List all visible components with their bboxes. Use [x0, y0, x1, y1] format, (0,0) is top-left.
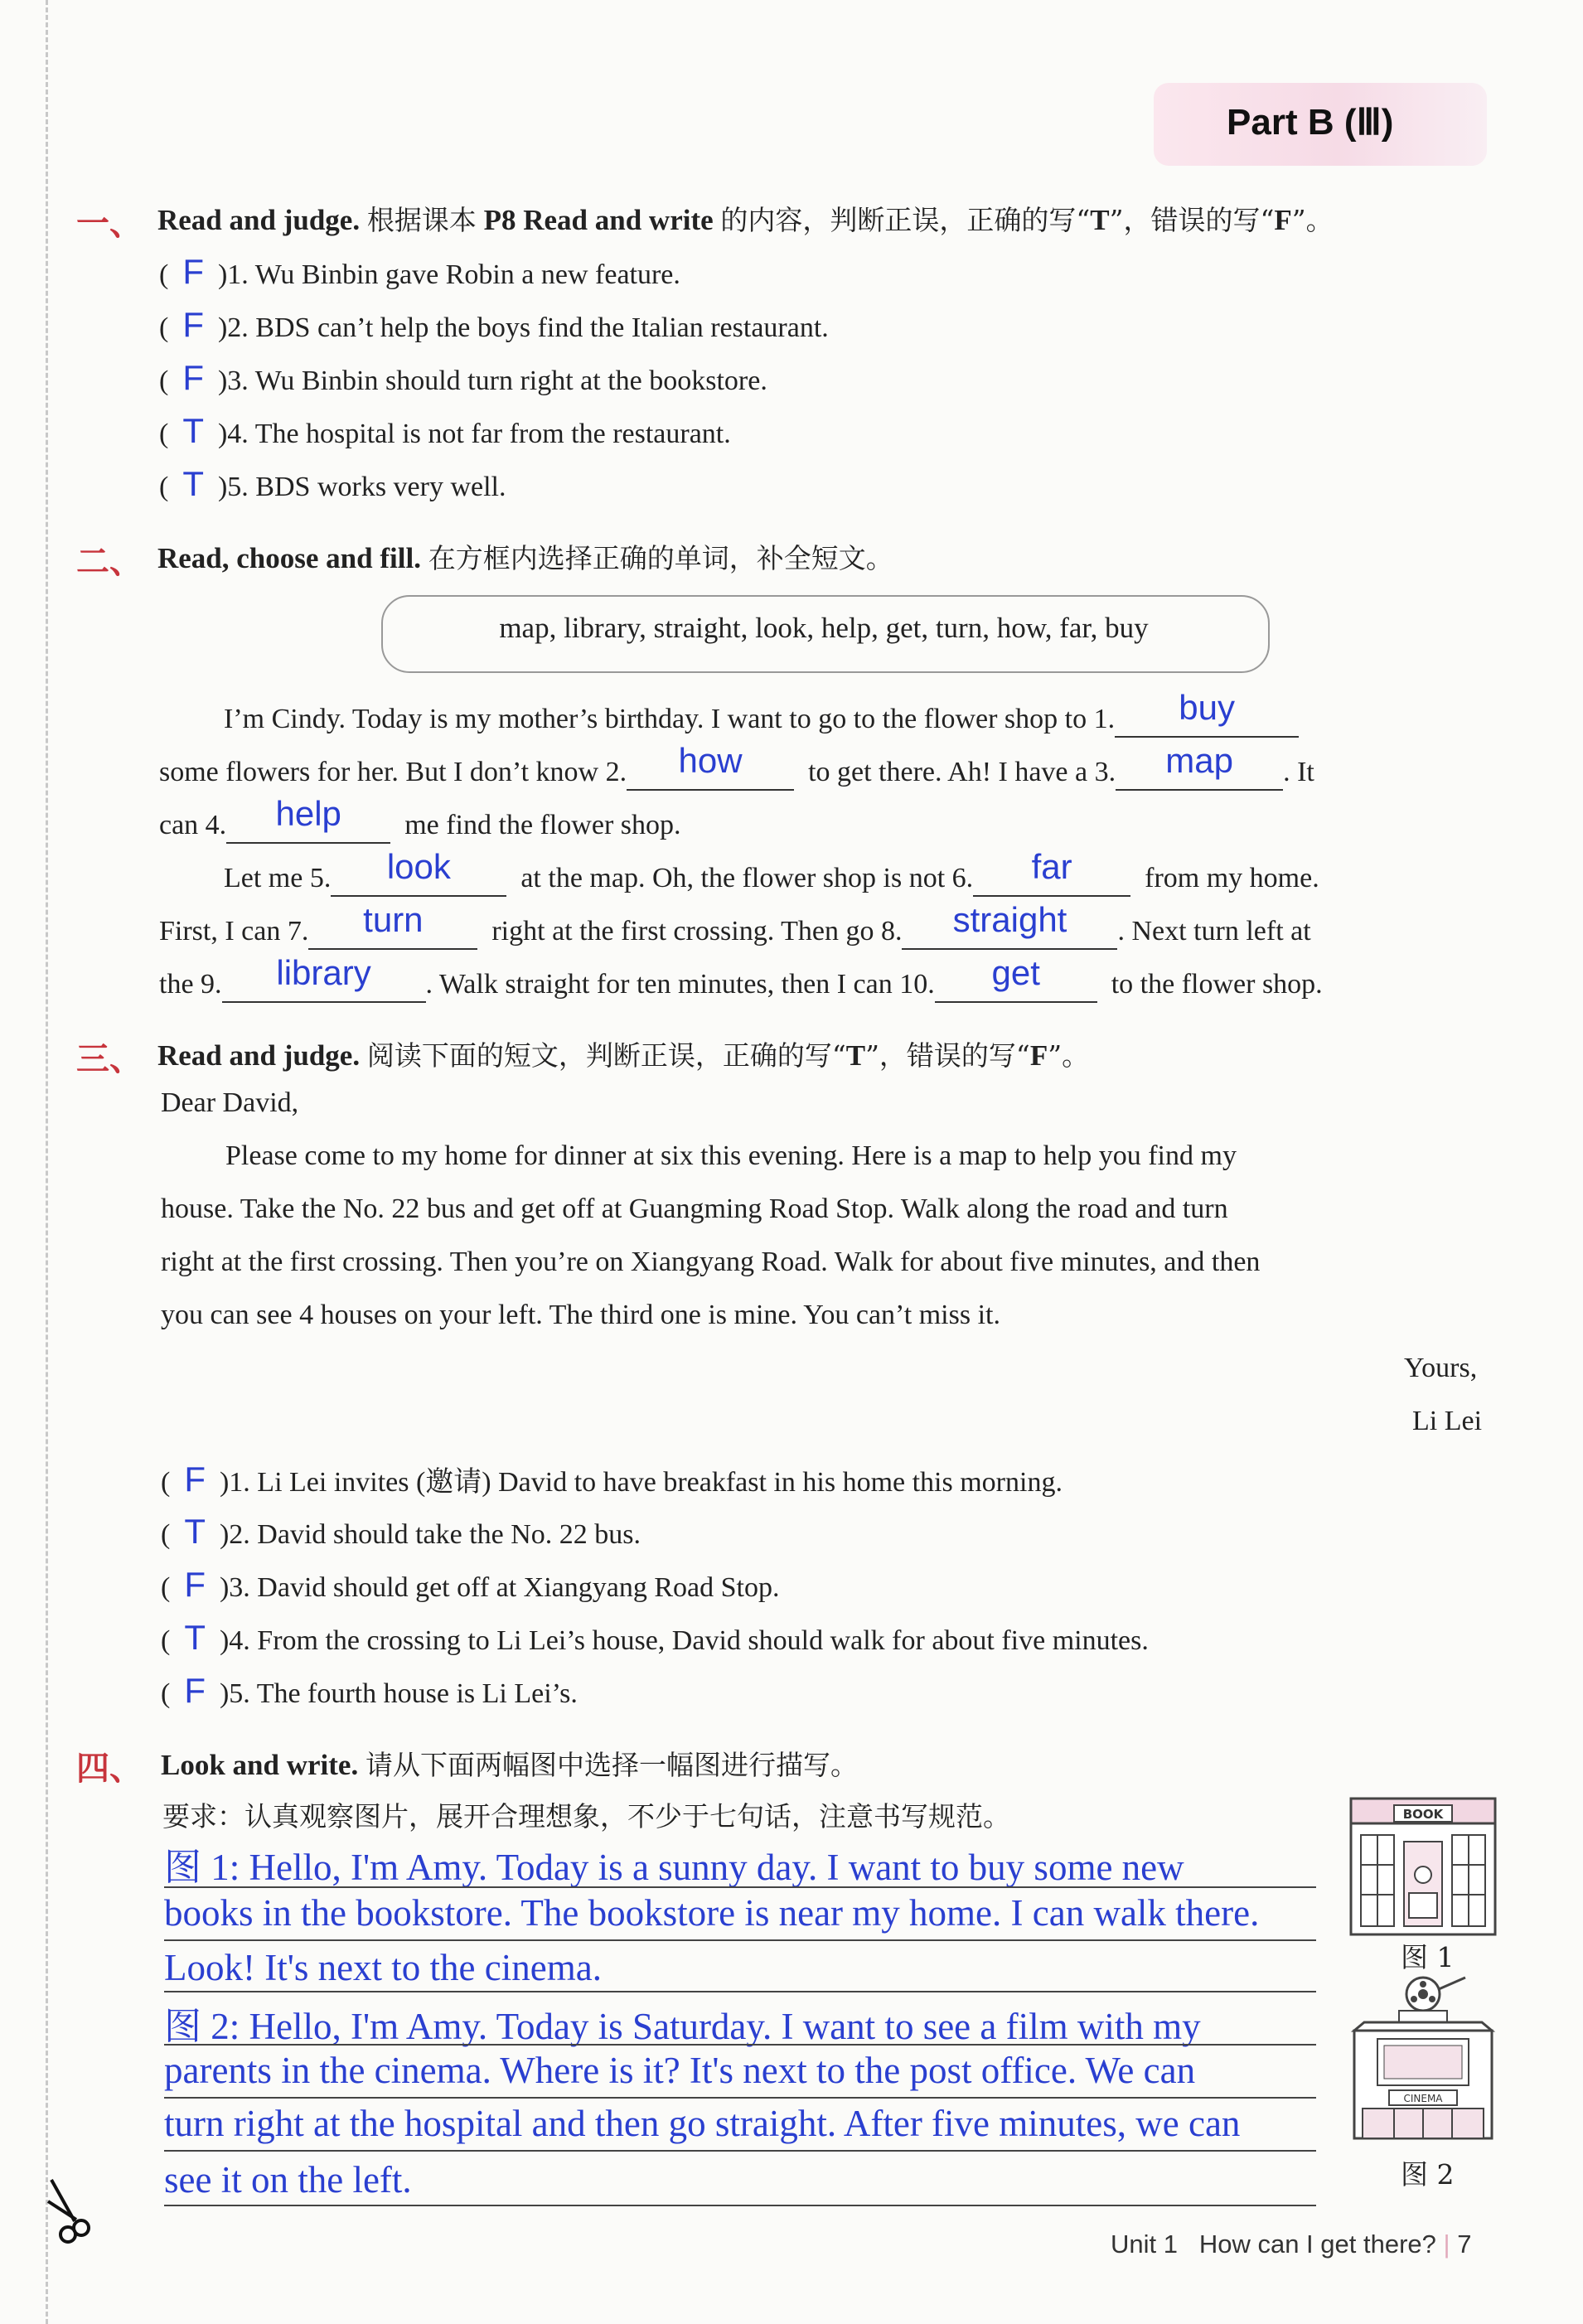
blank-3[interactable]: map [1116, 749, 1283, 791]
answer-mark: T [182, 411, 204, 450]
section-1-item-1: ( F )1. Wu Binbin gave Robin a new feature. [159, 252, 680, 291]
section-3-item-2: ( T )2. David should take the No. 22 bus. [161, 1512, 641, 1551]
section-1-item-2: ( F )2. BDS can’t help the boys find the Italian restaurant. [159, 305, 829, 344]
letter-line-4: you can see 4 houses on your left. The third one is mine. You can’t miss it. [161, 1300, 1000, 1330]
cut-line [46, 0, 48, 2324]
section-1-item-4: ( T )4. The hospital is not far from the restaurant. [159, 411, 731, 450]
writing-line-4: 图 2: Hello, I'm Amy. Today is Saturday. I want to see a film with my [164, 2006, 1201, 2047]
cinema-picture [1348, 1973, 1498, 2143]
answer-mark: F [184, 1565, 206, 1604]
writing-rule [164, 1991, 1316, 1992]
picture-1-label: 图 1 [1401, 1941, 1455, 1973]
bookstore-picture [1348, 1795, 1498, 1938]
scissors-icon [43, 2178, 101, 2244]
passage-line-6: the 9. library . Walk straight for ten minutes, then I can 10. get to the flower shop. [159, 961, 1323, 1003]
writing-rule [164, 2044, 1316, 2046]
answer-mark: T [184, 1512, 206, 1551]
letter-closing: Yours, [1404, 1353, 1478, 1383]
section-1-number: 一、 [76, 205, 143, 243]
letter-line-2: house. Take the No. 22 bus and get off at Guangming Road Stop. Walk along the road and turn [161, 1193, 1228, 1224]
blank-1[interactable]: buy [1115, 696, 1299, 738]
blank-6[interactable]: far [973, 855, 1130, 897]
answer-mark: T [184, 1618, 206, 1657]
passage-line-3: can 4. help me find the flower shop. [159, 802, 681, 844]
part-title: Part B (Ⅲ) [1227, 102, 1394, 143]
page-footer [1111, 2230, 1471, 2259]
writing-line-6: turn right at the hospital and then go straight. After five minutes, we can [164, 2103, 1241, 2144]
bookstore-sign: BOOK [1402, 1807, 1444, 1822]
blank-7[interactable]: turn [308, 908, 477, 950]
writing-rule [164, 1939, 1316, 1941]
section-3-number: 三、 [76, 1040, 143, 1078]
answer-mark: T [182, 464, 204, 503]
passage-line-1: I’m Cindy. Today is my mother’s birthday. I want to go to the flower shop to 1. buy [224, 696, 1299, 738]
writing-rule [164, 1886, 1316, 1888]
writing-line-5: parents in the cinema. Where is it? It's next to the post office. We can [164, 2050, 1196, 2091]
writing-line-1: 图 1: Hello, I'm Amy. Today is a sunny day. I want to buy some new [164, 1847, 1184, 1888]
letter-greeting: Dear David, [161, 1087, 299, 1118]
section-4-number: 四、 [76, 1750, 143, 1788]
writing-line-7: see it on the left. [164, 2159, 412, 2201]
writing-rule [164, 2097, 1316, 2099]
passage-line-5: First, I can 7. turn right at the first crossing. Then go 8. straight . Next turn left at [159, 908, 1311, 950]
blank-4[interactable]: help [226, 802, 390, 844]
writing-rule [164, 2205, 1316, 2206]
footer-title: How can I get there? [1198, 2230, 1436, 2259]
writing-rule [164, 2150, 1316, 2152]
section-4-heading: Look and write. 请从下面两幅图中选择一幅图进行描写。 [161, 1749, 858, 1781]
passage-line-2: some flowers for her. But I don’t know 2. how to get there. Ah! I have a 3. map . It [159, 749, 1314, 791]
section-2-heading: Read, choose and fill. 在方框内选择正确的单词，补全短文。 [157, 542, 893, 574]
writing-line-2: books in the bookstore. The bookstore is near my home. I can walk there. [164, 1892, 1260, 1934]
blank-9[interactable]: library [222, 961, 426, 1003]
writing-requirement: 要求：认真观察图片，展开合理想象，不少于七句话，注意书写规范。 [162, 1800, 1010, 1833]
section-1-item-3: ( F )3. Wu Binbin should turn right at the bookstore. [159, 358, 767, 397]
footer-unit: Unit 1 [1111, 2230, 1178, 2259]
blank-8[interactable]: straight [902, 908, 1117, 950]
picture-2-label: 图 2 [1401, 2158, 1455, 2191]
footer-divider: | [1443, 2230, 1450, 2259]
letter-signature: Li Lei [1412, 1406, 1483, 1436]
answer-mark: F [182, 358, 204, 397]
section-3-heading: Read and judge. 阅读下面的短文，判断正误，正确的写“T”，错误的写“F”。 [157, 1039, 1090, 1072]
letter-line-3: right at the first crossing. Then you’re on Xiangyang Road. Walk for about five minutes, and then [161, 1247, 1261, 1277]
blank-5[interactable]: look [331, 855, 506, 897]
writing-line-3: Look! It's next to the cinema. [164, 1947, 602, 1988]
word-bank: map, library, straight, look, help, get, turn, how, far, buy [499, 612, 1149, 644]
cinema-sign: CINEMA [1403, 2093, 1443, 2104]
section-1-title-en: Read and judge. [157, 204, 361, 236]
section-1-item-5: ( T )5. BDS works very well. [159, 464, 506, 503]
section-1-heading: Read and judge. 根据课本 P8 Read and write 的内容，判断正误，正确的写“T”，错误的写“F”。 [157, 204, 1334, 236]
section-3-item-4: ( T )4. From the crossing to Li Lei’s house, David should walk for about five minutes. [161, 1618, 1149, 1657]
answer-mark: F [182, 305, 204, 344]
letter-line-1: Please come to my home for dinner at six this evening. Here is a map to help you find my [225, 1140, 1237, 1171]
answer-mark: F [184, 1671, 206, 1710]
section-3-item-5: ( F )5. The fourth house is Li Lei’s. [161, 1671, 578, 1710]
blank-10[interactable]: get [935, 961, 1097, 1003]
section-3-item-1: ( F )1. Li Lei invites (邀请) David to have breakfast in his home this morning. [161, 1460, 1063, 1498]
answer-mark: F [184, 1460, 206, 1498]
answer-mark: F [182, 252, 204, 291]
page-number: 7 [1457, 2230, 1472, 2259]
passage-line-4: Let me 5. look at the map. Oh, the flower shop is not 6. far from my home. [224, 855, 1319, 897]
blank-2[interactable]: how [627, 749, 794, 791]
section-2-number: 二、 [76, 543, 143, 581]
section-3-item-3: ( F )3. David should get off at Xiangyang Road Stop. [161, 1565, 780, 1604]
